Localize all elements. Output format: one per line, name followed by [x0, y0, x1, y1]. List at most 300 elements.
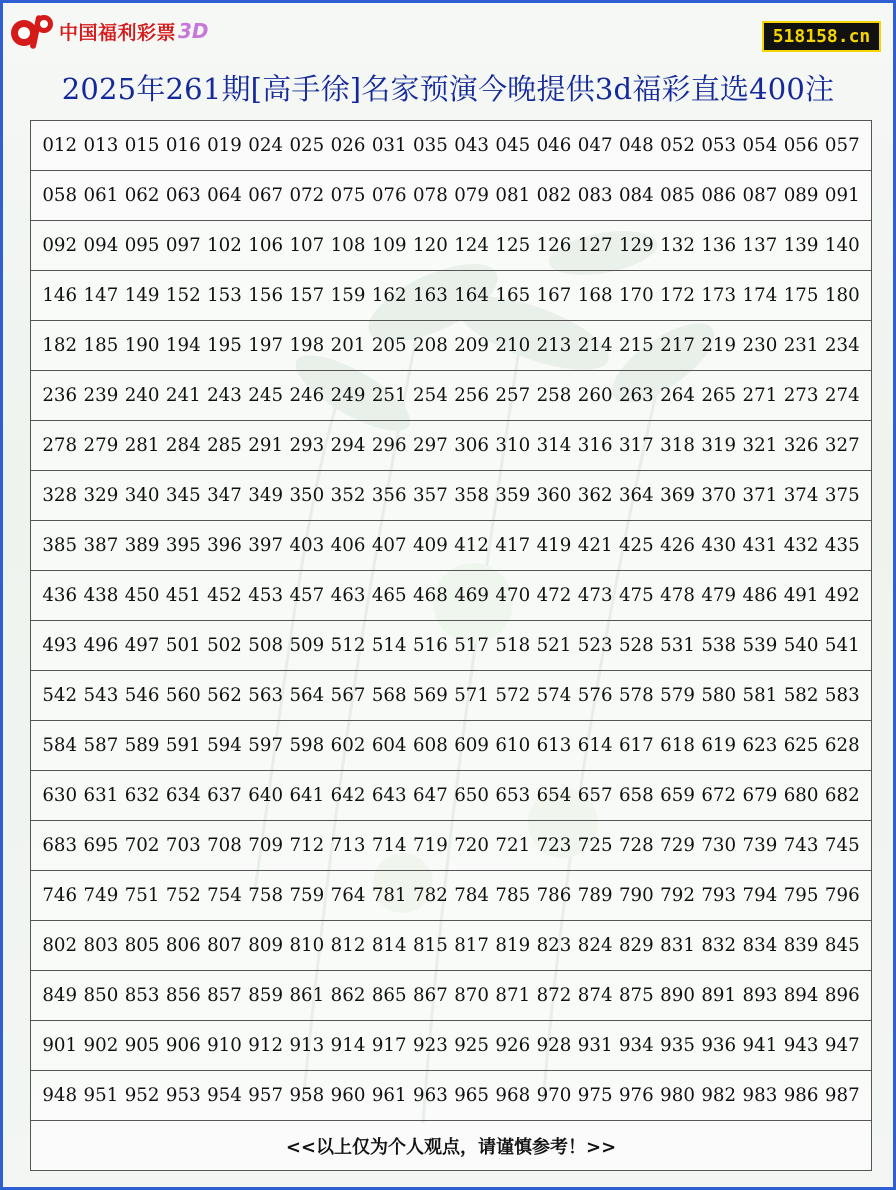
- number-cell: 249: [330, 385, 366, 406]
- number-cell: 316: [577, 435, 613, 456]
- number-cell: 185: [83, 335, 119, 356]
- number-cell: 752: [165, 885, 201, 906]
- number-cell: 987: [824, 1085, 860, 1106]
- number-cell: 682: [824, 785, 860, 806]
- number-cell: 725: [577, 835, 613, 856]
- number-cell: 810: [289, 935, 325, 956]
- number-cell: 618: [660, 735, 695, 756]
- number-cell: 659: [660, 785, 695, 806]
- number-cell: 610: [495, 735, 531, 756]
- number-cell: 426: [660, 535, 695, 556]
- number-cell: 546: [124, 685, 160, 706]
- number-cell: 746: [42, 885, 78, 906]
- number-cell: 850: [83, 985, 119, 1006]
- number-cell: 407: [371, 535, 407, 556]
- number-cell: 063: [165, 185, 201, 206]
- number-cell: 419: [536, 535, 572, 556]
- number-cell: 587: [83, 735, 119, 756]
- number-cell: 628: [824, 735, 860, 756]
- number-cell: 129: [618, 235, 654, 256]
- number-cell: 702: [124, 835, 160, 856]
- lottery-logo: [9, 11, 209, 51]
- number-cell: 306: [454, 435, 489, 456]
- number-cell: 923: [413, 1035, 448, 1056]
- number-cell: 653: [495, 785, 531, 806]
- number-cell: 641: [289, 785, 325, 806]
- number-cell: 450: [124, 585, 160, 606]
- number-cell: 048: [618, 135, 654, 156]
- table-row: [31, 121, 871, 171]
- number-cell: 136: [701, 235, 737, 256]
- number-cell: 786: [536, 885, 572, 906]
- number-cell: 258: [536, 385, 572, 406]
- number-cell: 406: [330, 535, 366, 556]
- table-row: [31, 971, 871, 1021]
- number-cell: 208: [413, 335, 448, 356]
- number-cell: 387: [83, 535, 119, 556]
- number-cell: 598: [289, 735, 325, 756]
- number-cell: 905: [124, 1035, 160, 1056]
- number-cell: 728: [618, 835, 654, 856]
- number-cell: 453: [248, 585, 284, 606]
- table-row: [31, 621, 871, 671]
- number-cell: 584: [42, 735, 78, 756]
- number-cell: 528: [618, 635, 654, 656]
- number-cell: 026: [330, 135, 366, 156]
- number-cell: 832: [701, 935, 737, 956]
- number-cell: 501: [165, 635, 201, 656]
- number-cell: 436: [42, 585, 78, 606]
- number-cell: 352: [330, 485, 366, 506]
- number-cell: 540: [783, 635, 819, 656]
- number-cell: 910: [207, 1035, 242, 1056]
- number-cell: 807: [207, 935, 242, 956]
- number-cell: 630: [42, 785, 78, 806]
- number-cell: 159: [330, 285, 366, 306]
- number-cell: 781: [371, 885, 407, 906]
- number-cell: 089: [783, 185, 819, 206]
- number-cell: 795: [783, 885, 819, 906]
- number-cell: 195: [207, 335, 242, 356]
- number-cell: 035: [413, 135, 448, 156]
- number-cell: 079: [454, 185, 489, 206]
- logo-text: 中国福利彩票: [59, 21, 177, 44]
- number-cell: 468: [413, 585, 448, 606]
- number-cell: 538: [701, 635, 737, 656]
- number-cell: 672: [701, 785, 737, 806]
- logo-3d-text: 3D: [178, 19, 209, 43]
- number-cell: 451: [165, 585, 201, 606]
- number-cell: 934: [618, 1035, 654, 1056]
- number-cell: 518: [495, 635, 531, 656]
- number-cell: 281: [124, 435, 160, 456]
- number-cell: 953: [165, 1085, 201, 1106]
- number-cell: 913: [289, 1035, 325, 1056]
- number-cell: 124: [454, 235, 489, 256]
- number-cell: 657: [577, 785, 613, 806]
- number-cell: 319: [701, 435, 737, 456]
- table-row: [31, 1021, 871, 1071]
- number-cell: 165: [495, 285, 531, 306]
- number-cell: 896: [824, 985, 860, 1006]
- number-cell: 970: [536, 1085, 572, 1106]
- number-cell: 604: [371, 735, 407, 756]
- number-cell: 265: [701, 385, 737, 406]
- number-cell: 608: [413, 735, 448, 756]
- table-row: [31, 221, 871, 271]
- number-cell: 438: [83, 585, 119, 606]
- number-cell: 025: [289, 135, 325, 156]
- number-cell: 539: [742, 635, 778, 656]
- number-cell: 965: [454, 1085, 489, 1106]
- number-cell: 576: [577, 685, 613, 706]
- number-cell: 625: [783, 735, 819, 756]
- number-cell: 146: [42, 285, 78, 306]
- number-cell: 285: [207, 435, 242, 456]
- number-cell: 430: [701, 535, 737, 556]
- number-cell: 374: [783, 485, 819, 506]
- number-cell: 403: [289, 535, 325, 556]
- number-cell: 254: [413, 385, 448, 406]
- number-cell: 152: [165, 285, 201, 306]
- number-cell: 284: [165, 435, 201, 456]
- number-cell: 326: [783, 435, 819, 456]
- number-cell: 463: [330, 585, 366, 606]
- number-cell: 508: [248, 635, 284, 656]
- number-cell: 963: [413, 1085, 448, 1106]
- number-cell: 043: [454, 135, 489, 156]
- number-cell: 723: [536, 835, 572, 856]
- number-cell: 371: [742, 485, 778, 506]
- number-cell: 198: [289, 335, 325, 356]
- site-badge: 518158.cn: [762, 21, 881, 52]
- number-cell: 486: [742, 585, 778, 606]
- number-cell: 925: [454, 1035, 489, 1056]
- number-cell: 709: [248, 835, 284, 856]
- number-cell: 957: [248, 1085, 284, 1106]
- number-cell: 569: [413, 685, 448, 706]
- number-cell: 975: [577, 1085, 613, 1106]
- number-cell: 217: [660, 335, 695, 356]
- number-cell: 542: [42, 685, 78, 706]
- number-cell: 475: [618, 585, 654, 606]
- number-cell: 952: [124, 1085, 160, 1106]
- number-cell: 310: [495, 435, 531, 456]
- number-cell: 015: [124, 135, 160, 156]
- number-cell: 948: [42, 1085, 78, 1106]
- number-cell: 205: [371, 335, 407, 356]
- table-row: [31, 521, 871, 571]
- number-cell: 578: [618, 685, 654, 706]
- number-cell: 679: [742, 785, 778, 806]
- number-cell: 257: [495, 385, 531, 406]
- number-cell: 567: [330, 685, 366, 706]
- number-cell: 739: [742, 835, 778, 856]
- number-cell: 782: [413, 885, 448, 906]
- number-cell: 260: [577, 385, 613, 406]
- number-cell: 614: [577, 735, 613, 756]
- number-cell: 012: [42, 135, 78, 156]
- number-cell: 958: [289, 1085, 325, 1106]
- table-row: [31, 821, 871, 871]
- number-cell: 890: [660, 985, 695, 1006]
- number-cell: 597: [248, 735, 284, 756]
- number-cell: 347: [207, 485, 242, 506]
- number-cell: 362: [577, 485, 613, 506]
- number-cell: 140: [824, 235, 860, 256]
- number-cell: 156: [248, 285, 284, 306]
- number-cell: 047: [577, 135, 613, 156]
- number-cell: 817: [454, 935, 489, 956]
- number-cell: 708: [207, 835, 242, 856]
- number-cell: 369: [660, 485, 695, 506]
- number-cell: 209: [454, 335, 489, 356]
- number-cell: 173: [701, 285, 737, 306]
- number-cell: 231: [783, 335, 819, 356]
- number-cell: 473: [577, 585, 613, 606]
- number-cell: 631: [83, 785, 119, 806]
- number-cell: 793: [701, 885, 737, 906]
- number-cell: 516: [413, 635, 448, 656]
- number-cell: 719: [413, 835, 448, 856]
- number-cell: 902: [83, 1035, 119, 1056]
- number-cell: 901: [42, 1035, 78, 1056]
- number-cell: 859: [248, 985, 284, 1006]
- number-cell: 214: [577, 335, 613, 356]
- number-cell: 317: [618, 435, 654, 456]
- number-cell: 812: [330, 935, 366, 956]
- number-cell: 246: [289, 385, 325, 406]
- number-cell: 329: [83, 485, 119, 506]
- number-cell: 796: [824, 885, 860, 906]
- number-cell: 861: [289, 985, 325, 1006]
- number-cell: 714: [371, 835, 407, 856]
- number-cell: 764: [330, 885, 366, 906]
- number-cell: 472: [536, 585, 572, 606]
- number-cell: 132: [660, 235, 695, 256]
- number-cell: 435: [824, 535, 860, 556]
- number-cell: 086: [701, 185, 737, 206]
- number-cell: 395: [165, 535, 201, 556]
- number-cell: 256: [454, 385, 489, 406]
- table-row: [31, 771, 871, 821]
- number-cell: 190: [124, 335, 160, 356]
- number-cell: 087: [742, 185, 778, 206]
- number-cell: 210: [495, 335, 531, 356]
- number-cell: 175: [783, 285, 819, 306]
- number-cell: 279: [83, 435, 119, 456]
- number-cell: 291: [248, 435, 284, 456]
- page-title: 2025年261期[高手徐]名家预演今晚提供3d福彩直选400注: [61, 72, 835, 106]
- number-cell: 457: [289, 585, 325, 606]
- number-cell: 092: [42, 235, 78, 256]
- table-row: [31, 371, 871, 421]
- number-cell: 947: [824, 1035, 860, 1056]
- number-cell: 241: [165, 385, 201, 406]
- number-table: [30, 120, 872, 1171]
- number-cell: 091: [824, 185, 860, 206]
- number-cell: 340: [124, 485, 160, 506]
- number-cell: 703: [165, 835, 201, 856]
- lottery-logo-icon: [9, 11, 55, 51]
- number-cell: 182: [42, 335, 78, 356]
- number-cell: 562: [207, 685, 242, 706]
- number-cell: 650: [454, 785, 489, 806]
- table-row: [31, 321, 871, 371]
- number-cell: 168: [577, 285, 613, 306]
- number-cell: 056: [783, 135, 819, 156]
- number-cell: 521: [536, 635, 572, 656]
- number-cell: 543: [83, 685, 119, 706]
- number-cell: 109: [371, 235, 407, 256]
- number-cell: 180: [824, 285, 860, 306]
- number-cell: 912: [248, 1035, 284, 1056]
- number-cell: 062: [124, 185, 160, 206]
- number-cell: 107: [289, 235, 325, 256]
- number-cell: 954: [207, 1085, 242, 1106]
- number-cell: 358: [454, 485, 489, 506]
- number-cell: 712: [289, 835, 325, 856]
- number-cell: 759: [289, 885, 325, 906]
- number-cell: 871: [495, 985, 531, 1006]
- number-cell: 067: [248, 185, 284, 206]
- number-cell: 960: [330, 1085, 366, 1106]
- number-cell: 297: [413, 435, 448, 456]
- number-cell: 478: [660, 585, 695, 606]
- number-cell: 076: [371, 185, 407, 206]
- number-cell: 564: [289, 685, 325, 706]
- number-cell: 389: [124, 535, 160, 556]
- number-cell: 321: [742, 435, 778, 456]
- number-cell: 385: [42, 535, 78, 556]
- number-cell: 749: [83, 885, 119, 906]
- number-cell: 314: [536, 435, 572, 456]
- number-cell: 785: [495, 885, 531, 906]
- number-cell: 806: [165, 935, 201, 956]
- number-cell: 794: [742, 885, 778, 906]
- number-cell: 019: [207, 135, 242, 156]
- number-cell: 174: [742, 285, 778, 306]
- number-cell: 349: [248, 485, 284, 506]
- number-cell: 874: [577, 985, 613, 1006]
- number-cell: 784: [454, 885, 489, 906]
- number-cell: 236: [42, 385, 78, 406]
- number-cell: 491: [783, 585, 819, 606]
- number-cell: 149: [124, 285, 160, 306]
- table-row: [31, 421, 871, 471]
- number-cell: 164: [454, 285, 489, 306]
- number-cell: 867: [413, 985, 448, 1006]
- number-cell: 845: [824, 935, 860, 956]
- disclaimer-footer: <<以上仅为个人观点，请谨慎参考！>>: [31, 1121, 871, 1171]
- number-cell: 862: [330, 985, 366, 1006]
- number-cell: 263: [618, 385, 654, 406]
- number-cell: 623: [742, 735, 778, 756]
- table-row: [31, 871, 871, 921]
- number-cell: 986: [783, 1085, 819, 1106]
- number-cell: 514: [371, 635, 407, 656]
- number-cell: 293: [289, 435, 325, 456]
- number-cell: 819: [495, 935, 531, 956]
- number-cell: 153: [207, 285, 242, 306]
- number-cell: 502: [207, 635, 242, 656]
- number-cell: 589: [124, 735, 160, 756]
- number-cell: 396: [207, 535, 242, 556]
- number-cell: 829: [618, 935, 654, 956]
- number-cell: 790: [618, 885, 654, 906]
- number-cell: 085: [660, 185, 695, 206]
- number-cell: 789: [577, 885, 613, 906]
- table-row: [31, 471, 871, 521]
- number-cell: 201: [330, 335, 366, 356]
- number-cell: 654: [536, 785, 572, 806]
- number-cell: 054: [742, 135, 778, 156]
- number-cell: 809: [248, 935, 284, 956]
- number-cell: 713: [330, 835, 366, 856]
- number-cell: 357: [413, 485, 448, 506]
- number-cell: 563: [248, 685, 284, 706]
- number-cell: 745: [824, 835, 860, 856]
- number-cell: 370: [701, 485, 737, 506]
- number-cell: 839: [783, 935, 819, 956]
- number-cell: 274: [824, 385, 860, 406]
- number-cell: 531: [660, 635, 695, 656]
- number-cell: 127: [577, 235, 613, 256]
- number-cell: 496: [83, 635, 119, 656]
- number-cell: 147: [83, 285, 119, 306]
- number-cell: 083: [577, 185, 613, 206]
- number-cell: 856: [165, 985, 201, 1006]
- number-cell: 961: [371, 1085, 407, 1106]
- number-cell: 582: [783, 685, 819, 706]
- table-row: [31, 921, 871, 971]
- number-cell: 125: [495, 235, 531, 256]
- number-cell: 982: [701, 1085, 737, 1106]
- number-cell: 941: [742, 1035, 778, 1056]
- number-cell: 568: [371, 685, 407, 706]
- number-cell: 792: [660, 885, 695, 906]
- number-cell: 064: [207, 185, 242, 206]
- number-cell: 271: [742, 385, 778, 406]
- number-cell: 634: [165, 785, 201, 806]
- number-cell: 936: [701, 1035, 737, 1056]
- number-cell: 914: [330, 1035, 366, 1056]
- number-cell: 045: [495, 135, 531, 156]
- number-cell: 024: [248, 135, 284, 156]
- number-cell: 126: [536, 235, 572, 256]
- number-cell: 095: [124, 235, 160, 256]
- number-cell: 251: [371, 385, 407, 406]
- number-cell: 278: [42, 435, 78, 456]
- number-cell: 683: [42, 835, 78, 856]
- number-cell: 875: [618, 985, 654, 1006]
- number-cell: 509: [289, 635, 325, 656]
- number-cell: 052: [660, 135, 695, 156]
- number-cell: 053: [701, 135, 737, 156]
- number-cell: 894: [783, 985, 819, 1006]
- number-cell: 417: [495, 535, 531, 556]
- number-cell: 720: [454, 835, 489, 856]
- number-cell: 517: [454, 635, 489, 656]
- number-cell: 162: [371, 285, 407, 306]
- number-cell: 619: [701, 735, 737, 756]
- number-cell: 617: [618, 735, 654, 756]
- number-cell: 197: [248, 335, 284, 356]
- number-cell: 512: [330, 635, 366, 656]
- number-cell: 137: [742, 235, 778, 256]
- number-cell: 084: [618, 185, 654, 206]
- number-cell: 523: [577, 635, 613, 656]
